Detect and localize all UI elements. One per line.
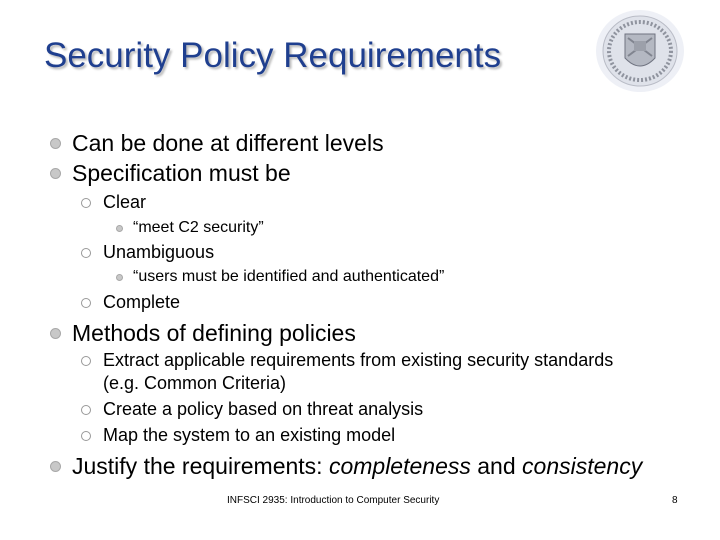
subbullet-extract — [103, 350, 613, 371]
bullet-justify — [72, 453, 642, 480]
slide-title: Security Policy Requirements — [44, 36, 502, 75]
bullet-text: Specification must be — [72, 160, 291, 186]
bullet-dot-icon — [50, 461, 61, 472]
bullet-text: Clear — [103, 192, 147, 212]
bullet-ring-icon — [81, 248, 91, 258]
bullet-ring-icon — [81, 356, 91, 366]
bullet-text: Create a policy based on threat analysis — [103, 399, 424, 419]
bullet-dot-icon — [50, 138, 61, 149]
subsubbullet-c2 — [133, 219, 264, 237]
bullet-text: Map the system to an existing model — [103, 425, 396, 445]
bullet-text: “users must be identified and authenticated” — [133, 268, 445, 285]
bullet-levels — [72, 130, 384, 157]
bullet-dot-icon — [116, 225, 123, 232]
justify-prefix: Justify the requirements: — [72, 453, 329, 479]
bullet-ring-icon — [81, 298, 91, 308]
bullet-text: Can be done at different levels — [72, 130, 384, 156]
bullet-text: Extract applicable requirements from existing security standards — [103, 350, 614, 370]
bullet-text: “meet C2 security” — [133, 219, 264, 236]
bullet-text: (e.g. Common Criteria) — [103, 373, 287, 393]
bullet-text: Methods of defining policies — [72, 320, 356, 346]
footer-page-number: 8 — [672, 495, 678, 506]
bullet-text: Complete — [103, 292, 181, 312]
bullet-ring-icon — [81, 198, 91, 208]
subsubbullet-users — [133, 268, 444, 286]
bullet-dot-icon — [116, 274, 123, 281]
bullet-text: Unambiguous — [103, 242, 215, 262]
footer-course: INFSCI 2935: Introduction to Computer Security — [227, 495, 440, 506]
justify-conjunction: and — [470, 453, 523, 479]
bullet-dot-icon — [50, 168, 61, 179]
subbullet-unambiguous — [103, 242, 214, 263]
university-seal-logo — [594, 8, 686, 94]
justify-term-consistency: consistency — [522, 453, 643, 479]
subbullet-complete — [103, 292, 180, 313]
justify-term-completeness: completeness — [328, 453, 471, 479]
subbullet-extract-continued — [103, 373, 286, 394]
bullet-ring-icon — [81, 405, 91, 415]
bullet-methods — [72, 320, 356, 347]
subbullet-threat — [103, 399, 423, 420]
subbullet-clear — [103, 192, 146, 213]
bullet-dot-icon — [50, 328, 61, 339]
bullet-ring-icon — [81, 431, 91, 441]
subbullet-model — [103, 425, 395, 446]
bullet-specification — [72, 160, 291, 187]
